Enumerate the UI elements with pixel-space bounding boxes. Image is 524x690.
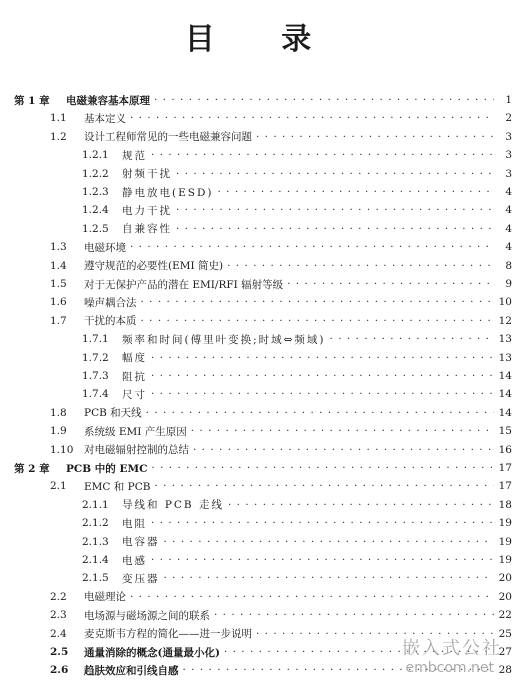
- toc-entry-number: 1.3: [50, 241, 67, 254]
- toc-entry-title: 规范: [122, 149, 147, 162]
- toc-entry-title: 对电磁辐射控制的总结: [84, 444, 189, 457]
- toc-leader-dots: [151, 370, 494, 382]
- toc-entry-number: 2.1.3: [82, 535, 109, 548]
- toc-entry-title: 麦克斯韦方程的简化——进一步说明: [84, 628, 252, 641]
- toc-entry-title: 噪声耦合法: [84, 296, 137, 309]
- toc-entry-page: 19: [498, 517, 512, 530]
- toc-entry-title: PCB 和天线: [84, 407, 142, 420]
- toc-entry[interactable]: [0, 442, 524, 458]
- toc-entry-number: 2.1.5: [82, 572, 109, 585]
- toc-entry[interactable]: [0, 497, 524, 513]
- toc-entry-number: 1.2: [50, 130, 67, 143]
- toc-entry-page: 17: [498, 462, 512, 474]
- toc-entry[interactable]: [0, 276, 524, 292]
- toc-entry-number: 1.7: [50, 314, 67, 327]
- toc-entry-page: 10: [498, 296, 512, 309]
- toc-entry-number: 1.6: [50, 296, 67, 309]
- toc-leader-dots: [164, 536, 495, 548]
- toc-entry[interactable]: [0, 423, 524, 439]
- toc-leader-dots: [151, 554, 494, 566]
- toc-entry-page: 13: [498, 333, 512, 346]
- toc-entry-title: 电场源与磁场源之间的联系: [84, 609, 210, 622]
- toc-entry[interactable]: [0, 110, 524, 126]
- toc-entry-number: 1.8: [50, 406, 67, 419]
- toc-entry-number: 第 2 章: [14, 462, 50, 475]
- watermark-url: embcom.net: [405, 660, 494, 676]
- page-title: 目 录: [184, 22, 340, 57]
- toc-entry-number: 1.10: [50, 443, 74, 456]
- toc-entry-number: 1.2.3: [82, 186, 109, 198]
- toc-entry-title: 自兼容性: [122, 223, 172, 236]
- toc-entry-title: 电感: [122, 554, 147, 567]
- toc-entry-number: 1.5: [50, 278, 67, 290]
- toc-entry-number: 1.7.3: [82, 370, 109, 382]
- toc-entry-title: 电阻: [122, 517, 147, 530]
- toc-entry-title: 系统级 EMI 产生原因: [84, 425, 187, 438]
- toc-entry-title: 电磁兼容基本原理: [66, 94, 150, 107]
- toc-entry-page: 4: [505, 186, 512, 198]
- toc-entry-number: 1.2.2: [82, 167, 109, 180]
- toc-entry-page: 4: [505, 204, 512, 217]
- toc-leader-dots: [227, 260, 494, 272]
- toc-entry-page: 4: [505, 241, 512, 254]
- toc-entry-page: 14: [498, 406, 512, 419]
- toc-leader-dots: [330, 333, 494, 345]
- toc-leader-dots: [217, 186, 494, 198]
- toc-leader-dots: [154, 480, 494, 492]
- toc-entry-title: 基本定义: [84, 112, 126, 125]
- toc-entry-title: 频率和时间(傅里叶变换;时域⇔频域): [122, 333, 326, 346]
- toc-entry-number: 2.1.4: [82, 554, 109, 566]
- toc-entry-title: PCB 中的 EMC: [66, 462, 148, 475]
- toc-leader-dots: [228, 499, 494, 511]
- toc-leader-dots: [130, 112, 494, 124]
- toc-entry-title: 电磁理论: [84, 591, 126, 604]
- toc-entry-page: 16: [498, 443, 512, 456]
- toc-entry-page: 14: [498, 388, 512, 401]
- toc-entry-page: 20: [498, 572, 512, 585]
- toc-entry[interactable]: [0, 607, 524, 623]
- toc-leader-dots: [176, 223, 494, 235]
- toc-entry-title: 幅度: [122, 352, 147, 365]
- toc-leader-dots: [176, 168, 494, 180]
- toc-entry-number: 2.2: [50, 590, 67, 603]
- toc-entry-page: 15: [498, 425, 512, 438]
- toc-entry-page: 3: [505, 167, 512, 180]
- toc-entry-number: 2.5: [50, 646, 69, 658]
- toc-entry-page: 18: [498, 498, 512, 511]
- toc-entry-page: 17: [498, 480, 512, 493]
- watermark: [390, 632, 520, 688]
- toc-entry-title: 导线和 PCB 走线: [122, 499, 224, 512]
- toc-entry-number: 1.7.1: [82, 333, 109, 346]
- toc-leader-dots: [151, 462, 494, 474]
- toc-entry[interactable]: [0, 368, 524, 384]
- toc-entry-page: 12: [498, 314, 512, 327]
- toc-entry[interactable]: [0, 478, 524, 494]
- toc-entry[interactable]: [0, 589, 524, 605]
- toc-leader-dots: [130, 241, 494, 253]
- toc-leader-dots: [130, 591, 494, 603]
- toc-entry-title: 电磁环境: [84, 241, 126, 254]
- toc-leader-dots: [141, 315, 495, 327]
- toc-entry-page: 19: [498, 535, 512, 548]
- toc-entry-number: 第 1 章: [14, 94, 50, 107]
- toc-leader-dots: [151, 388, 494, 400]
- toc-entry-page: 19: [498, 554, 512, 566]
- toc-leader-dots: [146, 407, 494, 419]
- toc-entry-number: 1.2.5: [82, 222, 109, 235]
- toc-entry-title: 设计工程师常见的一些电磁兼容问题: [84, 131, 252, 144]
- toc-entry-title: 对于无保护产品的潜在 EMI/RFI 辐射等级: [84, 278, 284, 291]
- toc-entry-number: 1.2.1: [82, 149, 109, 162]
- watermark-text: 嵌入式公社: [402, 638, 502, 659]
- toc-entry-page: 25: [498, 627, 512, 640]
- toc-entry-title: 趋肤效应和引线自感: [84, 664, 179, 677]
- toc-entry[interactable]: [0, 570, 524, 586]
- toc-leader-dots: [151, 517, 494, 529]
- toc-entry-page: 3: [505, 149, 512, 162]
- toc-entry-page: 13: [498, 351, 512, 364]
- toc-entry[interactable]: [0, 202, 524, 218]
- toc-entry-number: 1.2.4: [82, 204, 109, 217]
- toc-entry-title: 电力干扰: [122, 204, 172, 217]
- toc-entry[interactable]: [0, 515, 524, 531]
- toc-entry-page: 2: [505, 112, 512, 125]
- toc-entry-number: 2.1.2: [82, 517, 109, 530]
- toc-leader-dots: [191, 425, 494, 437]
- toc-entry-page: 14: [498, 370, 512, 382]
- toc-entry-number: 1.7.2: [82, 351, 109, 364]
- toc-entry[interactable]: [0, 294, 524, 310]
- toc-entry-number: 2.1.1: [82, 498, 109, 511]
- toc-entry[interactable]: [0, 552, 524, 568]
- toc-entry-page: 28: [498, 664, 512, 677]
- toc-entry-title: EMC 和 PCB: [84, 480, 151, 493]
- toc-entry-page: 22: [498, 609, 512, 622]
- toc-entry-title: 阻抗: [122, 370, 147, 383]
- toc-leader-dots: [154, 94, 494, 106]
- toc-entry[interactable]: [0, 221, 524, 237]
- toc-leader-dots: [151, 149, 494, 161]
- toc-entry-title: 电容器: [122, 536, 160, 549]
- toc-entry-title: 遵守规范的必要性(EMI 简史): [84, 260, 224, 273]
- toc-entry-number: 2.1: [50, 480, 67, 493]
- toc-entry-number: 1.7.4: [82, 388, 109, 401]
- toc-entry[interactable]: [0, 147, 524, 163]
- toc-entry[interactable]: [0, 534, 524, 550]
- toc-entry[interactable]: [0, 350, 524, 366]
- toc-entry-page: 20: [498, 590, 512, 603]
- toc-leader-dots: [256, 131, 494, 143]
- toc-entry-number: 2.6: [50, 664, 69, 677]
- toc-leader-dots: [141, 296, 495, 308]
- toc-leader-dots: [176, 204, 494, 216]
- toc-entry-title: 射频干扰: [122, 168, 172, 181]
- toc-entry[interactable]: [0, 184, 524, 200]
- toc-entry-page: 1: [505, 94, 512, 106]
- toc-entry[interactable]: [0, 331, 524, 347]
- toc-entry-title: 通量消除的概念(通量最小化): [84, 646, 220, 659]
- toc-entry-number: 1.9: [50, 425, 67, 438]
- toc-entry-page: 8: [505, 259, 512, 272]
- toc-leader-dots: [287, 278, 494, 290]
- toc-leader-dots: [214, 609, 494, 621]
- toc-entry-title: 尺寸: [122, 388, 147, 401]
- toc-entry-number: 1.4: [50, 259, 67, 272]
- toc-entry-page: 9: [505, 278, 512, 290]
- toc-entry-number: 1.1: [50, 112, 67, 125]
- toc-leader-dots: [151, 352, 494, 364]
- toc-entry-page: 3: [505, 130, 512, 143]
- toc-entry[interactable]: [0, 405, 524, 421]
- toc-leader-dots: [164, 572, 495, 584]
- toc-leader-dots: [193, 444, 494, 456]
- toc-entry-title: 变压器: [122, 572, 160, 585]
- toc-entry[interactable]: [0, 313, 524, 329]
- toc-entry-title: 静电放电(ESD): [122, 186, 214, 199]
- toc-entry[interactable]: [0, 129, 524, 145]
- toc-entry-number: 2.3: [50, 609, 67, 622]
- toc-entry[interactable]: [0, 239, 524, 255]
- toc-entry[interactable]: [0, 166, 524, 182]
- toc-entry[interactable]: [0, 460, 524, 476]
- toc-entry-number: 2.4: [50, 627, 67, 640]
- toc-entry[interactable]: [0, 258, 524, 274]
- toc-entry-page: 4: [505, 222, 512, 235]
- toc-entry-title: 干扰的本质: [84, 315, 137, 328]
- toc-entry[interactable]: [0, 386, 524, 402]
- toc-entry-page: 27: [498, 646, 512, 658]
- toc-entry[interactable]: [0, 92, 524, 108]
